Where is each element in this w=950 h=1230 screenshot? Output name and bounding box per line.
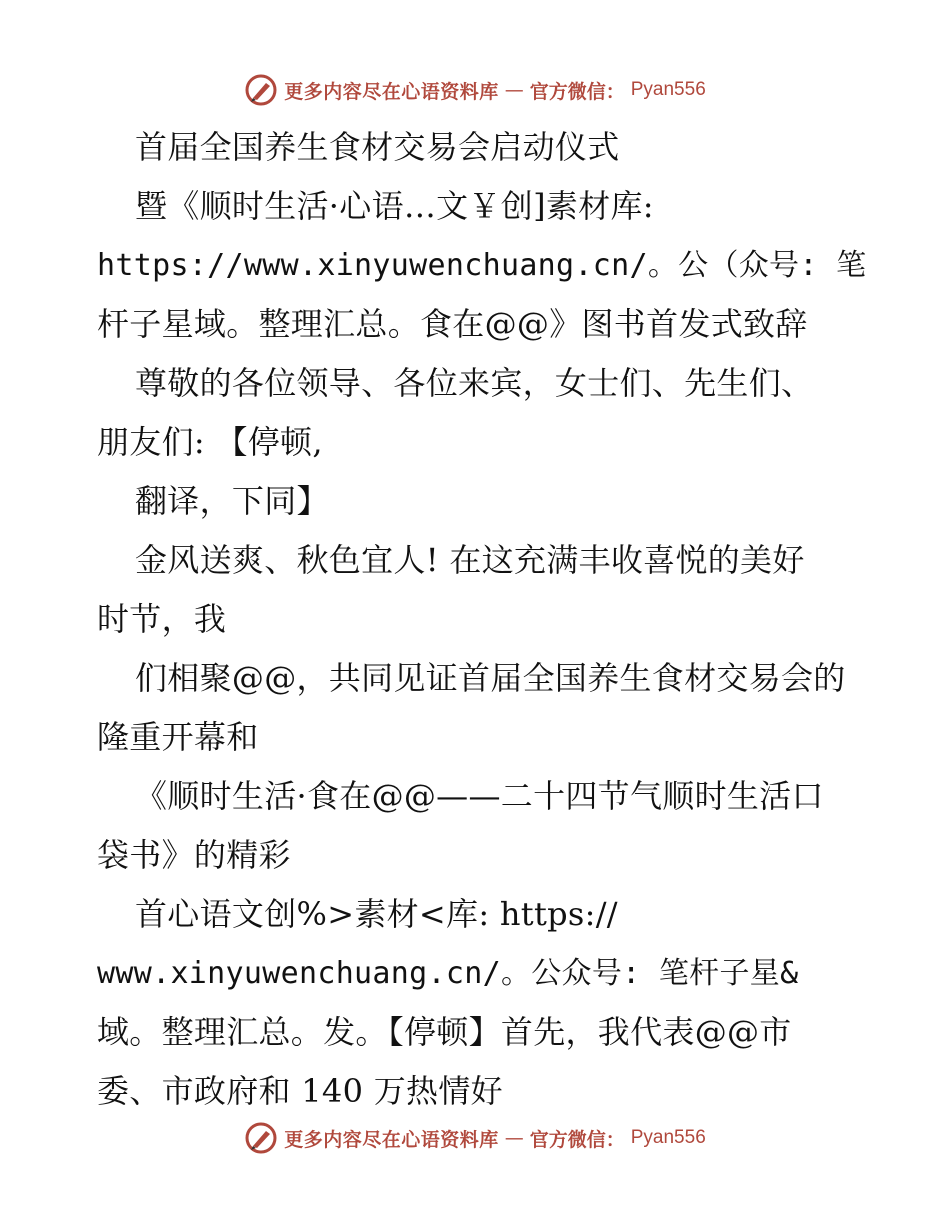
text-line: 们相聚@@，共同见证首届全国养生食材交易会的	[135, 659, 846, 697]
text-line: 袋书》的精彩	[97, 836, 291, 874]
text-line: 域。整理汇总。发。【停顿】首先，我代表@@市	[97, 1013, 792, 1051]
text-line: 首心语文创%>素材<库: https://	[135, 895, 618, 933]
watermark-main-text: 更多内容尽在心语资料库	[284, 1128, 499, 1151]
text-line: 隆重开幕和	[97, 718, 259, 756]
text-line: 时节，我	[97, 600, 227, 638]
watermark-wechat-id: Pyan556	[630, 1127, 706, 1148]
watermark-main-text: 更多内容尽在心语资料库	[284, 80, 499, 103]
watermark-separator: —	[504, 1127, 524, 1149]
pen-logo-icon	[244, 1121, 278, 1155]
text-line-content: https://www.xinyuwenchuang.cn/。公（众号: 笔	[97, 248, 867, 283]
text-line: 杆子星域。整理汇总。食在@@》图书首发式致辞	[97, 305, 808, 343]
watermark-official-label: 官方微信：	[529, 80, 625, 103]
text-line: 翻译，下同】	[135, 482, 329, 520]
watermark-wechat-id: Pyan556	[630, 79, 706, 100]
watermark-official-label: 官方微信：	[529, 1128, 625, 1151]
pen-logo-icon	[244, 73, 278, 107]
watermark-separator: —	[504, 79, 524, 101]
footer-watermark	[0, 1118, 950, 1158]
text-line: 首届全国养生食材交易会启动仪式	[135, 128, 620, 166]
text-line: 委、市政府和 140 万热情好	[97, 1072, 503, 1110]
text-line: 金风送爽、秋色宜人! 在这充满丰收喜悦的美好	[135, 541, 805, 579]
header-watermark	[0, 70, 950, 110]
text-line: 暨《顺时生活·心语…文￥创]素材库:	[135, 187, 654, 225]
document-body	[97, 118, 867, 1121]
text-line	[97, 236, 867, 295]
text-line: 《顺时生活·食在@@——二十四节气顺时生活口	[135, 777, 824, 815]
text-line: www.xinyuwenchuang.cn/。公众号: 笔杆子星&	[97, 956, 799, 991]
text-line: 尊敬的各位领导、各位来宾，女士们、先生们、	[135, 364, 814, 402]
text-line: 朋友们: 【停顿,	[97, 423, 323, 461]
